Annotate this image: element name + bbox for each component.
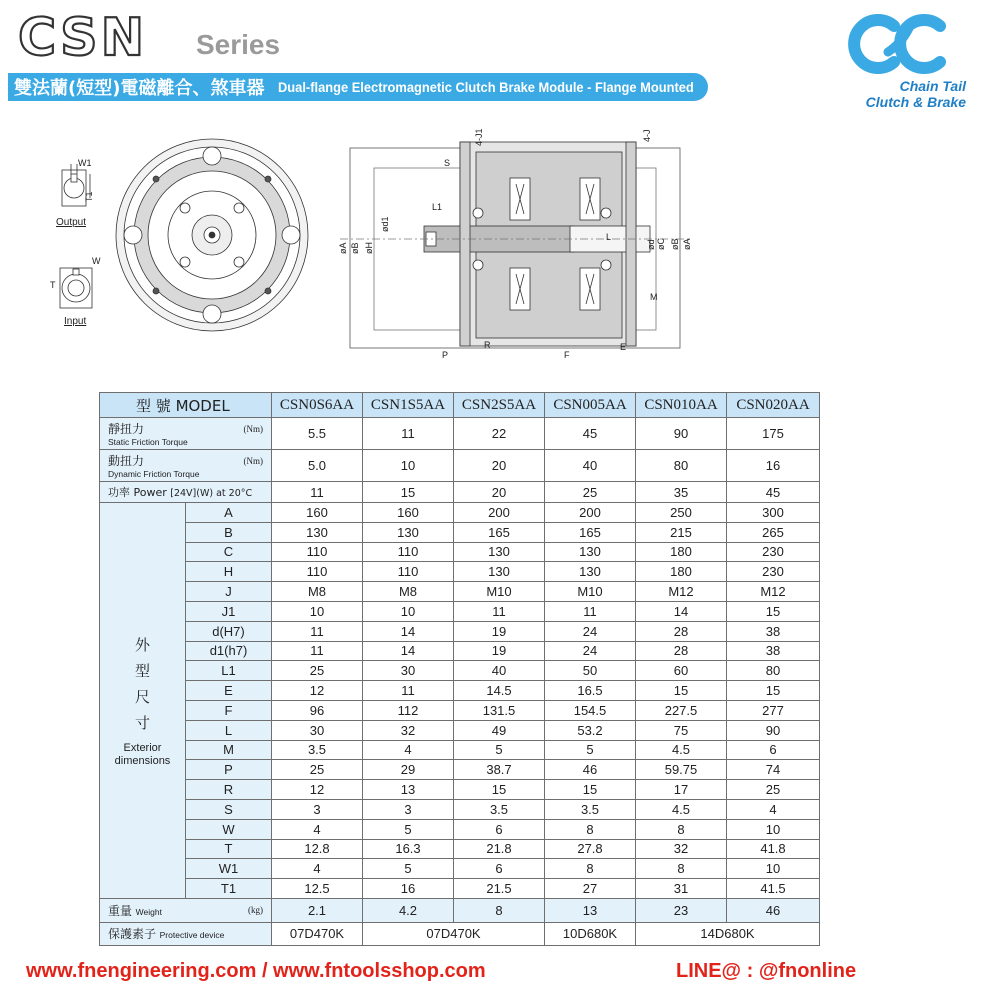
table-cell: 5 [363,819,454,839]
cc-logo-icon [848,12,958,76]
label-m: M [650,292,658,302]
table-cell: 5 [545,740,636,760]
dimension-row [100,799,820,819]
table-cell: M12 [727,582,820,602]
dimension-row [100,700,820,720]
table-cell: 110 [272,562,363,582]
dimension-label: E [186,681,272,701]
table-cell: 14 [363,641,454,661]
front-view [116,139,308,331]
label-w: W [92,256,101,266]
label-r: R [484,340,491,350]
table-cell: 5 [454,740,545,760]
table-cell: 130 [272,522,363,542]
table-cell: 6 [454,819,545,839]
dimension-row [100,522,820,542]
logo-text-line1: Chain Tail [899,78,966,94]
dimension-label: L1 [186,661,272,681]
table-cell: 8 [545,859,636,879]
table-cell: 60 [636,661,727,681]
dynamic-torque-row [100,450,820,482]
table-cell: 130 [545,562,636,582]
table-cell: 11 [363,418,454,450]
title-banner [8,73,708,101]
label-p: P [442,350,449,360]
label-4-j: 4-J [642,129,652,142]
table-cell: 230 [727,562,820,582]
model-header-en: MODEL [175,396,230,415]
table-cell: 46 [727,898,820,922]
table-cell: M10 [545,582,636,602]
label-e: E [620,342,627,352]
table-cell: 4 [727,799,820,819]
table-cell: 11 [545,601,636,621]
table-cell: 4 [272,819,363,839]
dynamic-torque-label: 動扭力 Dynamic Friction Torque (Nm) [100,450,272,482]
table-cell: 10 [363,450,454,482]
table-cell: 29 [363,760,454,780]
table-cell: 265 [727,522,820,542]
static-torque-row [100,418,820,450]
table-cell: 16 [727,450,820,482]
table-cell: 15 [636,681,727,701]
table-cell: 130 [454,562,545,582]
label-t1: T1 [84,191,94,202]
table-cell: 4.2 [363,898,454,922]
protective-label: 保護素子 Protective device [100,922,272,945]
table-cell: 160 [272,503,363,523]
table-cell: 6 [727,740,820,760]
dimension-label: W [186,819,272,839]
label-h: øH [364,242,374,254]
dimension-label: F [186,700,272,720]
table-cell: 14 [636,601,727,621]
table-cell: 2.1 [272,898,363,922]
dimension-label: d(H7) [186,621,272,641]
table-cell: 250 [636,503,727,523]
table-cell: 112 [363,700,454,720]
table-cell: 14.5 [454,681,545,701]
power-row [100,482,820,503]
table-cell: 50 [545,661,636,681]
table-cell: 11 [272,641,363,661]
table-cell: 32 [636,839,727,859]
dimension-row [100,562,820,582]
table-cell: 28 [636,641,727,661]
dimension-label: C [186,542,272,562]
label-b-left: øB [350,242,360,254]
table-cell: 35 [636,482,727,503]
table-cell: 230 [727,542,820,562]
table-cell: 130 [545,542,636,562]
table-cell: 8 [454,898,545,922]
weight-row [100,898,820,922]
table-cell: 4.5 [636,799,727,819]
table-cell: 15 [454,780,545,800]
output-shaft-detail [56,158,94,228]
label-w1: W1 [78,158,92,168]
table-cell: 41.8 [727,839,820,859]
table-cell: 07D470K [363,922,545,945]
table-cell: 6 [454,859,545,879]
table-cell: 227.5 [636,700,727,720]
dimension-label: P [186,760,272,780]
dimension-row [100,760,820,780]
table-cell: 20 [454,482,545,503]
table-cell: 3.5 [454,799,545,819]
weight-label: 重量 Weight (kg) [100,898,272,922]
table-cell: 25 [545,482,636,503]
section-view [338,128,692,360]
table-cell: 200 [454,503,545,523]
table-cell: 96 [272,700,363,720]
model-col-header: CSN0S6AA [272,393,363,418]
table-cell: 11 [454,601,545,621]
dimensions-body [100,503,820,899]
table-cell: 38.7 [454,760,545,780]
protective-row [100,922,820,945]
dimension-row [100,740,820,760]
table-cell: 41.5 [727,879,820,899]
table-cell: 45 [727,482,820,503]
table-cell: 11 [272,482,363,503]
dimension-label: T [186,839,272,859]
table-cell: 4 [272,859,363,879]
dimension-row [100,720,820,740]
table-cell: 4.5 [636,740,727,760]
table-cell: 12.5 [272,879,363,899]
table-cell: 80 [636,450,727,482]
dimensions-zh-char: 外 [134,636,150,655]
table-cell: 14D680K [636,922,820,945]
table-cell: 12.8 [272,839,363,859]
table-cell: 11 [363,681,454,701]
table-cell: 180 [636,542,727,562]
dimension-row [100,839,820,859]
table-cell: 5.5 [272,418,363,450]
table-cell: 110 [363,562,454,582]
table-cell: 160 [363,503,454,523]
logo-text-line2: Clutch & Brake [865,94,966,110]
dimension-label: A [186,503,272,523]
table-cell: M10 [454,582,545,602]
table-cell: 130 [454,542,545,562]
table-cell: 110 [363,542,454,562]
table-cell: 24 [545,641,636,661]
model-header [100,393,272,418]
table-cell: 21.8 [454,839,545,859]
table-cell: 32 [363,720,454,740]
table-cell: 25 [727,780,820,800]
table-cell: 14 [363,621,454,641]
table-cell: 75 [636,720,727,740]
brand-name: CSN [18,8,148,68]
table-cell: 175 [727,418,820,450]
table-cell: 277 [727,700,820,720]
table-cell: 31 [636,879,727,899]
table-cell: 200 [545,503,636,523]
table-cell: 10 [727,859,820,879]
dimension-label: J [186,582,272,602]
model-col-header: CSN020AA [727,393,820,418]
table-cell: 10 [727,819,820,839]
table-cell: 45 [545,418,636,450]
dimension-row [100,503,820,523]
table-cell: 215 [636,522,727,542]
table-cell: 8 [636,859,727,879]
table-cell: 90 [636,418,727,450]
output-label: Output [56,217,87,228]
company-logo [836,12,966,112]
table-cell: 3.5 [272,740,363,760]
power-label: 功率 Power [24V](W) at 20°C [100,482,272,503]
dimensions-en-line1: Exterior [123,742,162,755]
dimensions-zh-char: 型 [134,662,150,681]
table-cell: 30 [363,661,454,681]
dimensions-zh-char: 尺 [134,688,150,707]
dimension-label: W1 [186,859,272,879]
label-t: T [50,280,56,290]
label-a-left: øA [338,242,348,254]
table-cell: 12 [272,681,363,701]
table-cell: 300 [727,503,820,523]
table-cell: 90 [727,720,820,740]
model-col-header: CSN010AA [636,393,727,418]
dimension-label: J1 [186,601,272,621]
dimension-row [100,819,820,839]
table-header-row [100,393,820,418]
dimension-label: H [186,562,272,582]
table-cell: 24 [545,621,636,641]
dimension-label: B [186,522,272,542]
table-cell: 3 [363,799,454,819]
table-cell: 13 [545,898,636,922]
table-cell: 10 [363,601,454,621]
table-cell: 16.3 [363,839,454,859]
spec-table [99,392,820,946]
table-cell: 15 [545,780,636,800]
footer-websites[interactable]: www.fnengineering.com / www.fntoolsshop.com [26,960,486,982]
table-cell: 3.5 [545,799,636,819]
table-cell: 28 [636,621,727,641]
dimension-row [100,621,820,641]
table-cell: 15 [727,601,820,621]
table-cell: 5 [363,859,454,879]
dimension-label: T1 [186,879,272,899]
table-cell: 17 [636,780,727,800]
title-zh: 雙法蘭(短型)電磁離合、煞車器 [14,78,265,99]
table-cell: 180 [636,562,727,582]
table-cell: 53.2 [545,720,636,740]
table-cell: 20 [454,450,545,482]
table-cell: 46 [545,760,636,780]
table-cell: 74 [727,760,820,780]
label-d: ød [646,239,656,250]
label-l: L [606,232,612,242]
model-col-header: CSN1S5AA [363,393,454,418]
table-cell: 49 [454,720,545,740]
table-cell: 10 [272,601,363,621]
input-label: Input [64,316,87,327]
label-f: F [564,350,570,360]
table-cell: 25 [272,760,363,780]
table-cell: 16.5 [545,681,636,701]
dimension-row [100,542,820,562]
table-cell: 27.8 [545,839,636,859]
dimension-row [100,601,820,621]
dimension-row [100,661,820,681]
dimension-label: R [186,780,272,800]
table-cell: M12 [636,582,727,602]
dimension-row [100,859,820,879]
table-cell: 3 [272,799,363,819]
table-cell: 19 [454,621,545,641]
technical-drawing [40,118,700,373]
static-torque-label: 靜扭力 Static Friction Torque (Nm) [100,418,272,450]
table-cell: 22 [454,418,545,450]
table-cell: 5.0 [272,450,363,482]
dimension-label: d1(h7) [186,641,272,661]
table-cell: 59.75 [636,760,727,780]
table-cell: 15 [363,482,454,503]
table-cell: 30 [272,720,363,740]
table-cell: 110 [272,542,363,562]
table-cell: 38 [727,641,820,661]
table-cell: 11 [272,621,363,641]
table-cell: 154.5 [545,700,636,720]
table-cell: 130 [363,522,454,542]
dimension-label: L [186,720,272,740]
table-cell: 10D680K [545,922,636,945]
dimension-row [100,879,820,899]
table-cell: M8 [363,582,454,602]
table-cell: 165 [454,522,545,542]
table-cell: 21.5 [454,879,545,899]
footer-line-id[interactable]: LINE@ : @fnonline [676,960,857,982]
table-cell: 16 [363,879,454,899]
dimension-row [100,582,820,602]
table-cell: 8 [545,819,636,839]
table-cell: 25 [272,661,363,681]
dimension-row [100,780,820,800]
dimensions-en-line2: dimensions [114,755,171,768]
table-cell: 15 [727,681,820,701]
dimension-row [100,641,820,661]
table-cell: 131.5 [454,700,545,720]
table-cell: 23 [636,898,727,922]
label-b-right: øB [670,238,680,250]
brand-series: Series [196,29,281,60]
label-a-right: øA [682,238,692,250]
table-cell: 13 [363,780,454,800]
table-cell: 19 [454,641,545,661]
table-cell: 40 [545,450,636,482]
label-4-j1: 4-J1 [474,128,484,146]
title-en: Dual-flange Electromagnetic Clutch Brake Module - Flange Mounted [278,79,695,95]
dimension-row [100,681,820,701]
table-cell: 07D470K [272,922,363,945]
table-cell: 165 [545,522,636,542]
table-cell: 80 [727,661,820,681]
table-cell: 4 [363,740,454,760]
table-cell: M8 [272,582,363,602]
dimension-label: M [186,740,272,760]
table-cell: 40 [454,661,545,681]
label-d1: ød1 [380,216,390,232]
table-cell: 27 [545,879,636,899]
table-cell: 12 [272,780,363,800]
dimension-label: S [186,799,272,819]
dimensions-group-label [100,503,186,899]
model-header-zh: 型 號 [136,396,171,415]
dimensions-zh-char: 寸 [134,714,150,733]
input-shaft-detail [50,256,101,327]
model-col-header: CSN2S5AA [454,393,545,418]
table-cell: 38 [727,621,820,641]
label-s: S [444,158,451,168]
label-c: øC [656,238,666,250]
model-col-header: CSN005AA [545,393,636,418]
label-l1: L1 [432,202,443,212]
table-cell: 8 [636,819,727,839]
